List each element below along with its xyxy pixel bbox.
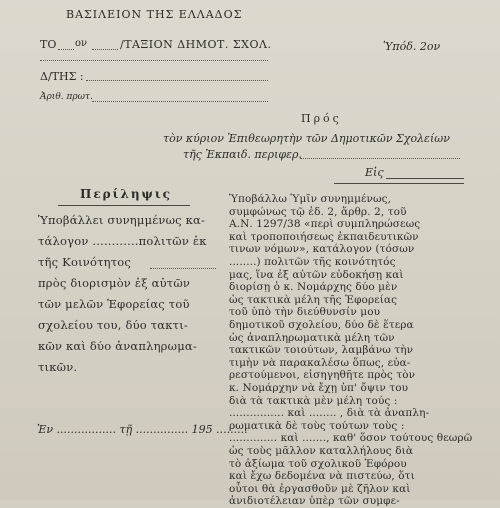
dotted-fill: [86, 80, 268, 81]
summary-line: τικῶν.: [38, 360, 78, 374]
summary-line: τῆς Κοινότητος: [38, 255, 132, 269]
body-line: διὰ τὰ τακτικὰ μὲν μέλη τούς :: [229, 394, 398, 407]
body-line: ὡς τοὺς μᾶλλον καταλλήλους διὰ: [229, 445, 414, 457]
body-line: Ὑποβάλλω Ὑμῖν συνημμένως,: [229, 193, 392, 205]
summary-line: τάλογον ............πολιτῶν ἐκ: [38, 234, 207, 248]
summary-line: κῶν καὶ δύο ἀναπληρωμα-: [38, 339, 197, 353]
date-line: Ἐν ................. τῇ ............... 195 .........: [37, 423, 248, 436]
body-line: τακτικῶν τοιούτων, λαμβάνω τὴν: [229, 344, 414, 357]
dotted-fill: [58, 49, 74, 50]
summary-title-underline: [58, 205, 190, 206]
form-number: Ὑπόδ. 2ον: [383, 40, 441, 53]
underline: [386, 178, 464, 179]
body-line: ὡς τακτικὰ μέλη τῆς Ἐφορείας: [229, 293, 398, 306]
body-line: τὸ ἀξίωμα τοῦ σχολικοῦ Ἐφόρου: [229, 457, 407, 470]
body-line: ὡς ἀναπληρωματικὰ μέλη τῶν: [229, 331, 395, 344]
to-on-suffix: ον: [75, 38, 88, 49]
pros-heading: Πρός: [301, 112, 342, 125]
dotted-fill: [92, 101, 268, 102]
body-line: τοῦ ὑπὸ τὴν διεύθυνσίν μου: [229, 306, 381, 319]
body-line: κ. Νομάρχην νὰ ἔχῃ ὑπ' ὄψιν του: [229, 382, 409, 394]
summary-line: Ὑποβάλλει συνημμένως κα-: [38, 213, 206, 227]
body-line: ρεστούμενοι, εἰσηγηθῆτε πρὸς τὸν: [229, 369, 416, 382]
recipient-line-1: τὸν κύριον Ἐπιθεωρητὴν τῶν Δημοτικῶν Σχολείων: [163, 132, 450, 145]
kingdom-heading: ΒΑΣΙΛΕΙΟΝ ΤΗΣ ΕΛΛΑΔΟΣ: [66, 8, 243, 21]
body-line: δημοτικοῦ σχολείου, δύο δὲ ἕτερα: [229, 319, 414, 331]
directorate-label: Δ/ΤΗΣ :: [40, 70, 84, 83]
body-line: .............. καὶ ......., καθ' ὅσον τούτους θεωρῶ: [229, 432, 473, 445]
body-line: ἀνιδιοτέλειαν ὑπὲρ τῶν συμφε-: [229, 495, 400, 508]
body-line: τινων νόμων», κατάλογον (τόσων: [229, 243, 415, 256]
underline: [334, 183, 464, 184]
dotted-fill: [150, 268, 216, 269]
body-line: Α.Ν. 1297/38 «περὶ συμπληρώσεως: [229, 218, 421, 231]
body-line: διορίσῃ ὁ κ. Νομάρχης δύο μὲν: [229, 281, 398, 294]
body-line: ρωματικὰ δὲ τοὺς τούτων τοὺς :: [229, 419, 405, 432]
body-line: καὶ ἔχω δεδομένα νὰ πιστεύω, ὅτι: [229, 470, 415, 483]
dotted-fill: [300, 158, 460, 159]
protocol-number-label: Ἀριθ. πρωτ.: [40, 92, 93, 102]
body-line: οὗτοι θὰ ἐργασθοῦν μὲ ζῆλον καὶ: [229, 482, 411, 495]
recipient-line-2: τῆς Ἐκπαιδ. περιφερ.: [183, 148, 302, 161]
recipient-place-label: Εἰς: [365, 166, 384, 179]
body-line: ........) πολιτῶν τῆς κοινότητός: [229, 256, 396, 268]
school-name: /ΤΑΞΙΟΝ ΔΗΜΟΤ. ΣΧΟΛ.: [120, 38, 272, 51]
body-line: ................ καὶ ........ , διὰ τὰ ἀναπλη-: [229, 407, 430, 420]
to-label: ΤΟ: [40, 38, 57, 51]
summary-line: σχολείου του, δύο τακτι-: [38, 318, 189, 332]
body-line: συμφώνως τῷ ἐδ. 2, ἄρθρ. 2, τοῦ: [229, 205, 407, 218]
dotted-fill: [92, 49, 118, 50]
summary-line: πρὸς διορισμὸν ἐξ αὐτῶν: [38, 276, 191, 290]
summary-line: τῶν μελῶν Ἐφορείας τοῦ: [38, 297, 190, 311]
body-line: καὶ τροποποιήσεως ἐκπαιδευτικῶν: [229, 230, 419, 243]
body-line: μας, ἵνα ἐξ αὐτῶν εὐδοκήσῃ καὶ: [229, 268, 404, 281]
dotted-fill: [40, 60, 268, 61]
summary-title: Περίληψις: [80, 187, 172, 201]
body-line: τιμὴν νὰ παρακαλέσω ὅπως, εὐα-: [229, 356, 411, 369]
